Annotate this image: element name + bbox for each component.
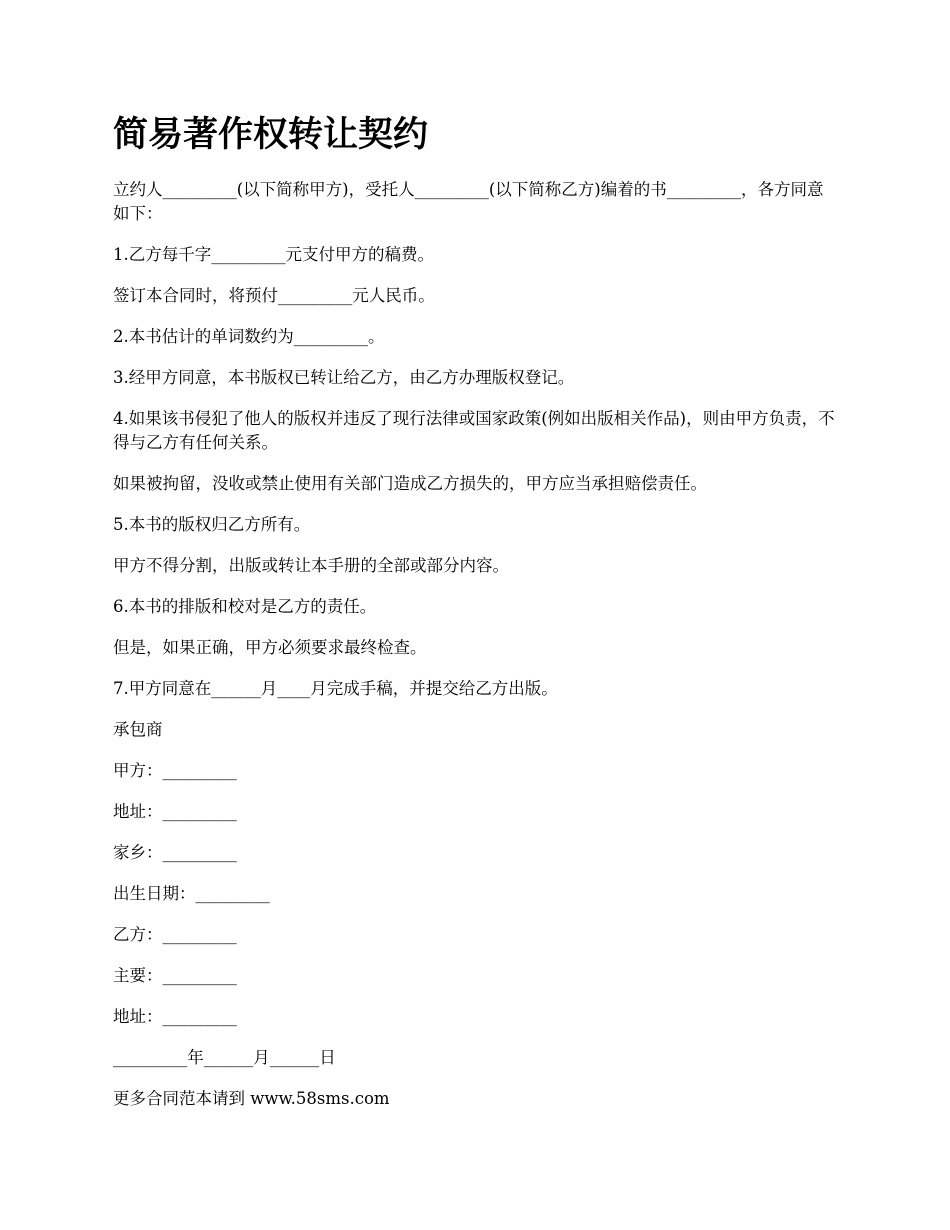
paragraph-clause-2: 2.本书估计的单词数约为_________。 <box>113 327 385 346</box>
paragraph-clause-5: 5.本书的版权归乙方所有。 <box>113 515 311 534</box>
paragraph-clause-7: 7.甲方同意在______月____月完成手稿，并提交给乙方出版。 <box>113 679 558 698</box>
paragraph-no-distribution: 甲方不得分割，出版或转让本手册的全部或部分内容。 <box>113 556 509 575</box>
party-b-field: 乙方：_________ <box>113 925 237 944</box>
paragraph-clause-4: 4.如果该书侵犯了他人的版权并违反了现行法律或国家政策(例如出版相关作品)，则由甲方负责，不得与乙方有任何关系。 <box>113 409 835 452</box>
party-b-principal-field: 主要：_________ <box>113 966 237 985</box>
paragraph-intro: 立约人_________(以下简称甲方)，受托人_________(以下简称乙方)编着的书_________，各方同意如下： <box>113 180 824 223</box>
paragraph-final-check: 但是，如果正确，甲方必须要求最终检查。 <box>113 638 427 657</box>
party-a-address-field: 地址：_________ <box>113 802 237 821</box>
party-a-hometown-field: 家乡：_________ <box>113 843 237 862</box>
document-body <box>113 178 835 1128</box>
paragraph-prepayment: 签订本合同时，将预付_________元人民币。 <box>113 286 435 305</box>
date-field: _________年______月______日 <box>113 1048 336 1067</box>
paragraph-clause-1: 1.乙方每千字_________元支付甲方的稿费。 <box>113 245 434 264</box>
footer-more-templates: 更多合同范本请到 www.58sms.com <box>113 1089 390 1108</box>
party-b-address-field: 地址：_________ <box>113 1007 237 1026</box>
party-a-birthdate-field: 出生日期：_________ <box>113 884 270 903</box>
document-title: 简易著作权转让契约 <box>113 115 429 155</box>
party-a-field: 甲方：_________ <box>113 761 237 780</box>
paragraph-compensation: 如果被拘留，没收或禁止使用有关部门造成乙方损失的，甲方应当承担赔偿责任。 <box>113 474 707 493</box>
paragraph-clause-6: 6.本书的排版和校对是乙方的责任。 <box>113 597 377 616</box>
paragraph-clause-3: 3.经甲方同意，本书版权已转让给乙方，由乙方办理版权登记。 <box>113 368 575 387</box>
contractor-label: 承包商 <box>113 720 163 739</box>
